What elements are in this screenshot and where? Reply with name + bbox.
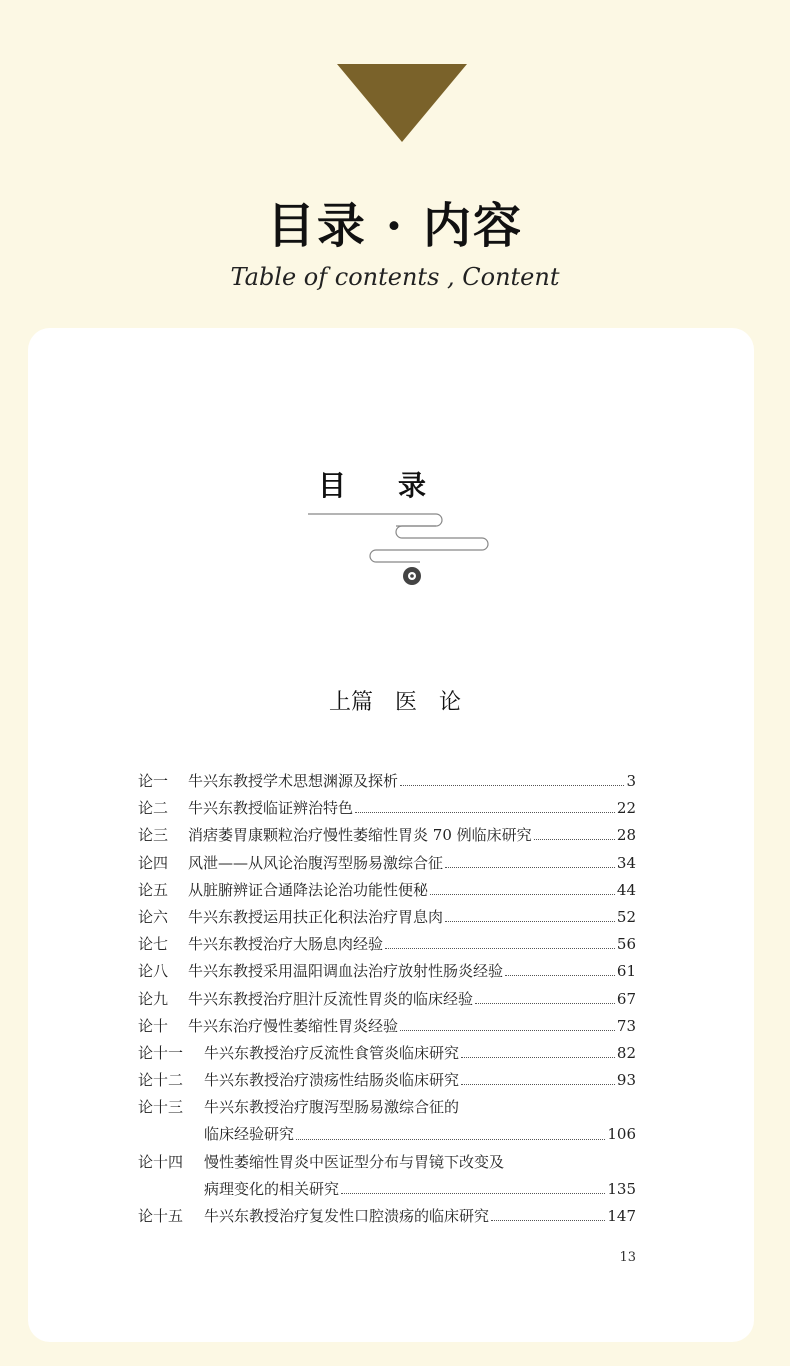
entry-title: 牛兴东教授治疗反流性食管炎临床研究 <box>204 1043 460 1062</box>
entry-title: 牛兴东教授临证辨治特色 <box>188 799 354 818</box>
entry-title: 消痞萎胃康颗粒治疗慢性萎缩性胃炎 70 例临床研究 <box>188 826 532 845</box>
toc-list <box>138 768 636 1230</box>
entry-page: 3 <box>626 772 636 790</box>
toc-title <box>318 468 426 504</box>
entry-page: 56 <box>616 935 636 954</box>
entry-number: 论十一 <box>138 1043 184 1062</box>
toc-entry[interactable] <box>138 1013 636 1040</box>
entry-number: 论八 <box>138 962 169 981</box>
toc-entry[interactable] <box>138 795 636 822</box>
entry-title: 牛兴东教授治疗腹泻型肠易激综合征的 <box>204 1098 460 1117</box>
toc-entry[interactable] <box>138 822 636 849</box>
toc-entry[interactable] <box>138 877 636 904</box>
entry-number: 论三 <box>138 826 169 845</box>
entry-title: 牛兴东教授治疗溃疡性结肠炎临床研究 <box>204 1071 460 1090</box>
entry-number: 论十 <box>138 1016 169 1035</box>
section-title: 上篇 医 论 <box>328 690 461 715</box>
entry-title: 牛兴东教授学术思想渊源及探析 <box>188 772 399 790</box>
entry-page: 147 <box>607 1207 636 1225</box>
entry-page: 34 <box>616 853 636 872</box>
entry-number: 论十二 <box>138 1071 184 1090</box>
entry-number: 论九 <box>138 989 169 1008</box>
toc-title-right: 录 <box>398 469 427 502</box>
entry-page: 52 <box>616 907 636 926</box>
entry-page: 73 <box>616 1016 636 1035</box>
toc-entry[interactable] <box>138 850 636 877</box>
entry-page: 93 <box>616 1071 636 1090</box>
entry-title: 牛兴东教授治疗复发性口腔溃疡的临床研究 <box>204 1207 490 1225</box>
entry-number: 论七 <box>138 935 169 954</box>
entry-page: 135 <box>607 1179 636 1198</box>
toc-entry[interactable] <box>138 1203 636 1230</box>
page-subtitle: Table of contents , Content <box>230 263 560 291</box>
entry-title: 牛兴东教授治疗胆汁反流性胃炎的临床经验 <box>188 989 474 1008</box>
toc-entry-continuation[interactable] <box>138 1121 636 1148</box>
entry-title: 牛兴东教授采用温阳调血法治疗放射性肠炎经验 <box>188 962 504 981</box>
entry-title: 从脏腑辨证合通降法论治功能性便秘 <box>188 880 429 899</box>
entry-title: 慢性萎缩性胃炎中医证型分布与胃镜下改变及 <box>204 1152 505 1171</box>
entry-title-continued: 临床经验研究 <box>204 1125 295 1144</box>
entry-number: 论五 <box>138 880 169 899</box>
entry-title: 牛兴东教授治疗大肠息肉经验 <box>188 935 384 954</box>
entry-page: 106 <box>607 1125 636 1144</box>
toc-entry[interactable] <box>138 768 636 795</box>
toc-entry[interactable] <box>138 931 636 958</box>
entry-title: 风泄——从风论治腹泻型肠易激综合征 <box>188 853 444 872</box>
entry-page: 28 <box>616 826 636 845</box>
toc-entry[interactable] <box>138 1067 636 1094</box>
toc-entry-continuation[interactable] <box>138 1176 636 1203</box>
entry-number: 论二 <box>138 799 169 818</box>
entry-page: 67 <box>616 989 636 1008</box>
entry-title: 牛兴东治疗慢性萎缩性胃炎经验 <box>188 1016 399 1035</box>
entry-number: 论十四 <box>138 1152 184 1171</box>
toc-entry[interactable] <box>138 1040 636 1067</box>
toc-entry[interactable] <box>138 904 636 931</box>
entry-page: 22 <box>616 799 636 818</box>
cloud-ornament <box>300 508 500 592</box>
triangle-ornament <box>337 64 467 142</box>
entry-page: 44 <box>616 880 636 899</box>
entry-number: 论十三 <box>138 1098 184 1117</box>
entry-page: 61 <box>616 962 636 981</box>
toc-entry[interactable] <box>138 1149 636 1176</box>
toc-title-left: 目 <box>318 469 347 502</box>
toc-entry[interactable] <box>138 958 636 985</box>
entry-number: 论四 <box>138 853 169 872</box>
toc-entry[interactable] <box>138 986 636 1013</box>
page-number: 13 <box>619 1250 636 1265</box>
toc-entry[interactable] <box>138 1094 636 1121</box>
entry-number: 论六 <box>138 907 169 926</box>
entry-number: 论十五 <box>138 1207 184 1225</box>
entry-title-continued: 病理变化的相关研究 <box>204 1179 340 1198</box>
entry-page: 82 <box>616 1043 636 1062</box>
entry-title: 牛兴东教授运用扶正化积法治疗胃息肉 <box>188 907 444 926</box>
entry-number: 论一 <box>138 772 169 790</box>
page-title: 目录 · 内容 <box>266 198 524 254</box>
